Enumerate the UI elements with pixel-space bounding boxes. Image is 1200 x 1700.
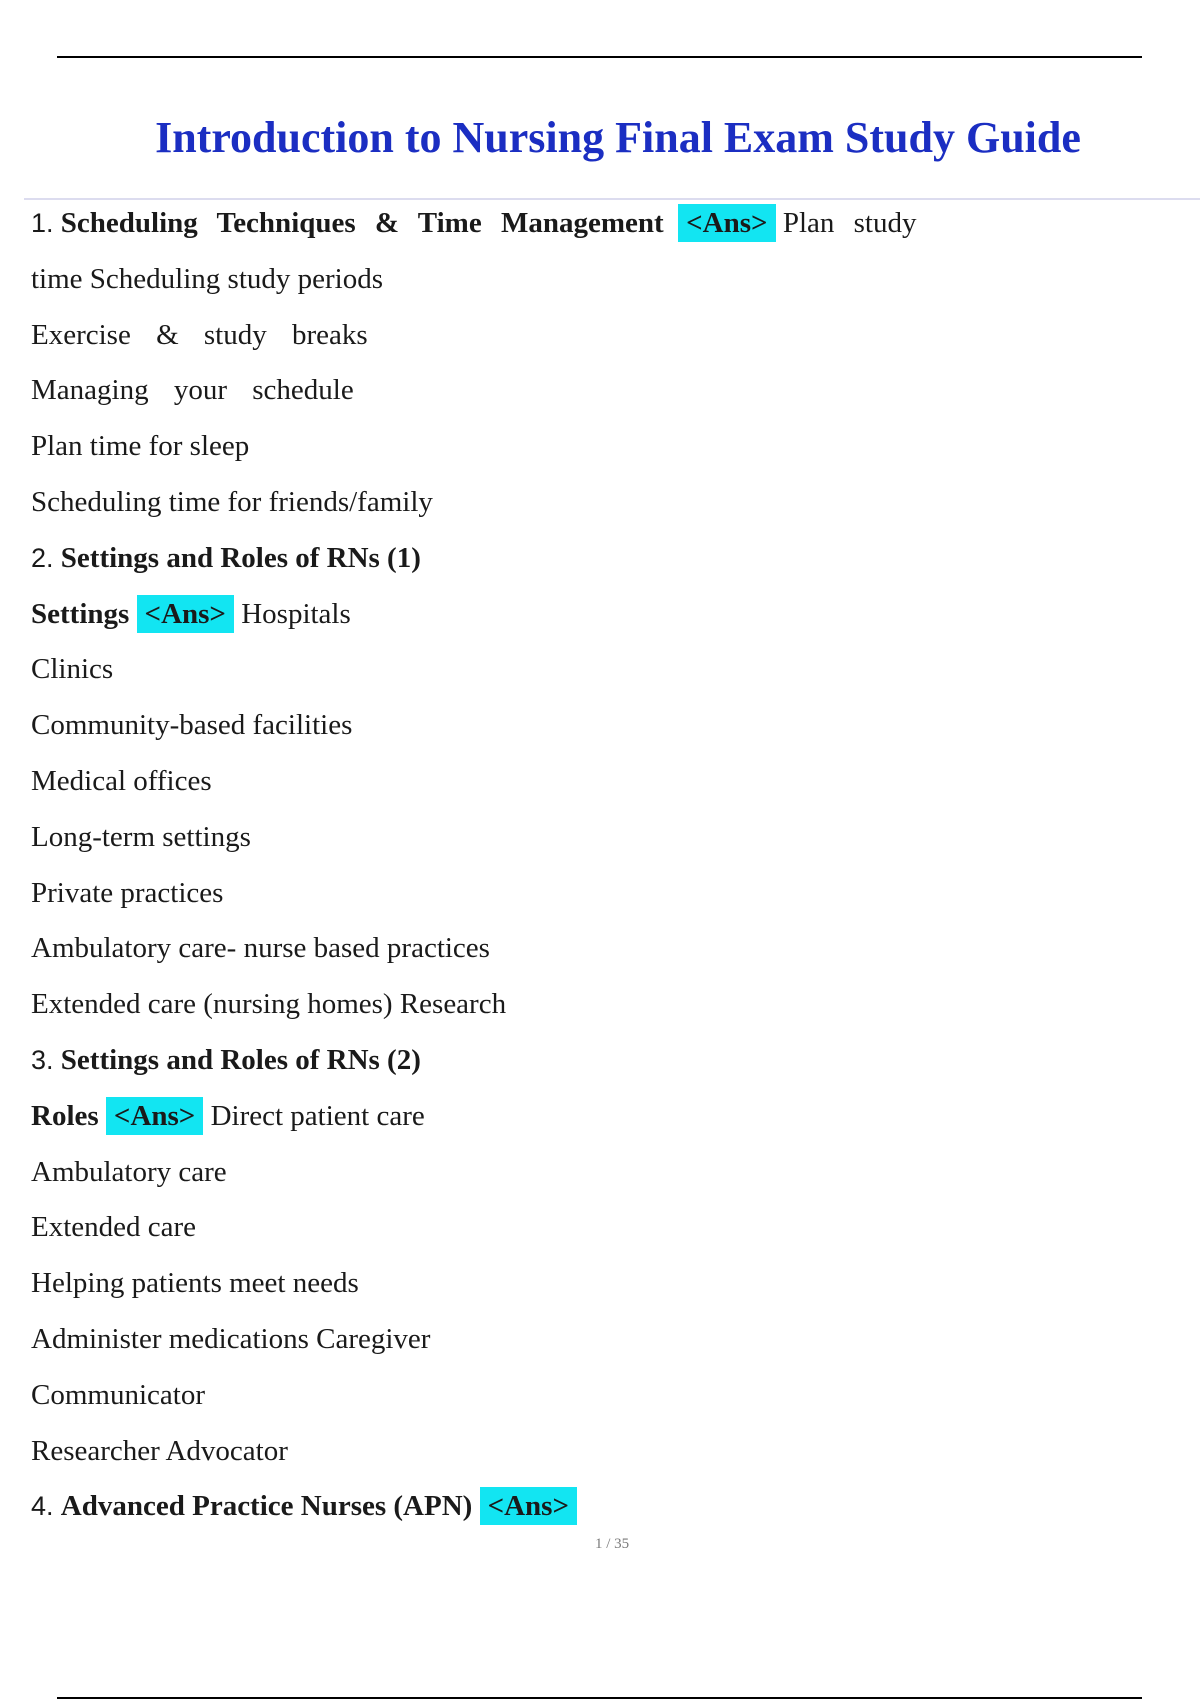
study-guide-content <box>31 199 1181 1538</box>
answer-line: Private practices <box>31 876 224 909</box>
answer-line: Helping patients meet needs <box>31 1267 359 1300</box>
answer-marker: <Ans> <box>678 204 775 242</box>
answer-line: Managing your schedule <box>31 374 354 407</box>
page-title: Introduction to Nursing Final Exam Study Guide <box>155 113 1081 162</box>
question-4-header <box>31 1482 1181 1538</box>
answer-text: Direct patient care <box>210 1099 425 1132</box>
answer-line: Clinics <box>31 653 114 686</box>
answer-line: Communicator <box>31 1378 205 1411</box>
question-title: Settings and Roles of RNs (1) <box>60 541 421 574</box>
answer-line: Plan time for sleep <box>31 430 250 463</box>
question-1-header <box>31 199 1181 255</box>
answer-line: Extended care <box>31 1211 197 1244</box>
answer-line: Scheduling time for friends/family <box>31 485 433 518</box>
answer-text: Hospitals <box>241 597 351 630</box>
answer-line: Ambulatory care- nurse based practices <box>31 932 490 965</box>
question-title: Settings and Roles of RNs (2) <box>60 1043 421 1076</box>
question-number: 2. <box>31 542 54 573</box>
question-number: 3. <box>31 1044 54 1075</box>
question-2-term-line <box>31 590 1181 646</box>
answer-line: Long-term settings <box>31 820 251 853</box>
answer-marker: <Ans> <box>137 595 234 633</box>
answer-line: Extended care (nursing homes) Research <box>31 988 507 1021</box>
top-rule <box>57 56 1142 58</box>
question-2-header <box>31 534 1181 590</box>
answer-line: Exercise & study breaks <box>31 318 368 351</box>
answer-marker: <Ans> <box>480 1487 577 1525</box>
page-number: 1 / 35 <box>595 1536 630 1552</box>
question-number: 4. <box>31 1491 54 1522</box>
answer-line: Community-based facilities <box>31 709 353 742</box>
term-label: Roles <box>31 1099 99 1132</box>
answer-marker: <Ans> <box>106 1097 203 1135</box>
answer-line: Administer medications Caregiver <box>31 1322 431 1355</box>
answer-line: Medical offices <box>31 764 212 797</box>
question-number: 1. <box>31 208 54 238</box>
answer-line: Ambulatory care <box>31 1155 227 1188</box>
answer-line: time Scheduling study periods <box>31 262 383 295</box>
answer-line: Researcher Advocator <box>31 1434 288 1467</box>
term-label: Settings <box>31 597 130 630</box>
question-title: Advanced Practice Nurses (APN) <box>60 1490 473 1523</box>
question-title: Scheduling Techniques & Time Management <box>60 207 664 239</box>
question-3-header <box>31 1036 1181 1092</box>
answer-text: Plan study <box>782 207 917 239</box>
question-3-term-line <box>31 1092 1181 1148</box>
bottom-rule <box>57 1697 1142 1699</box>
